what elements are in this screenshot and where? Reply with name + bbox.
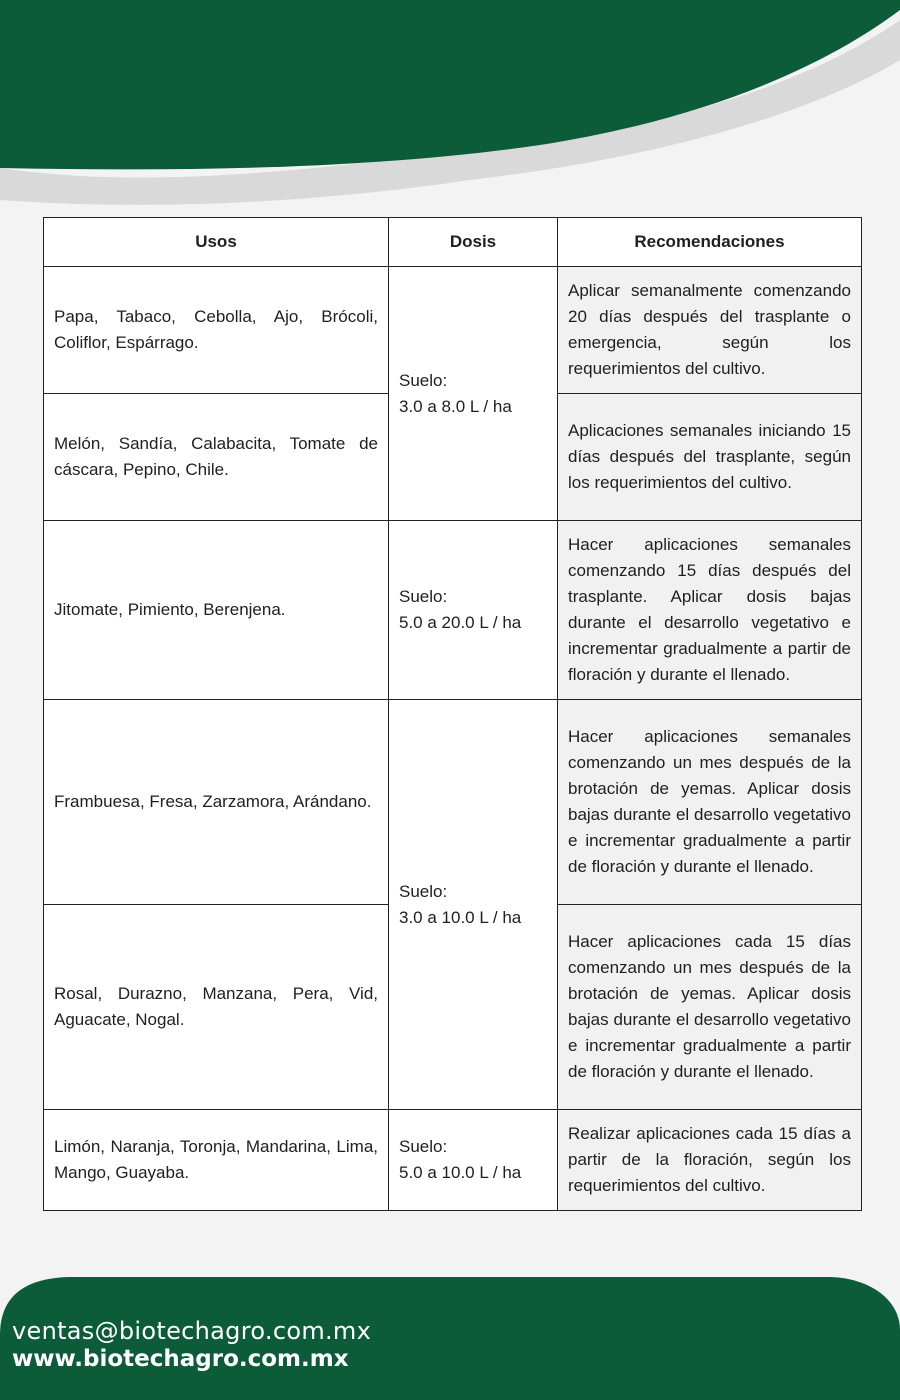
cell-dosis [389,1110,558,1211]
header-dosis: Dosis [389,218,558,267]
dosis-value: 5.0 a 10.0 L / ha [399,1163,522,1182]
cell-recomendaciones: Realizar aplicaciones cada 15 días a partir de la floración, según los requerimientos del cultivo. [558,1110,862,1211]
table-row [44,700,862,905]
cell-usos: Limón, Naranja, Toronja, Mandarina, Lima, Mango, Guayaba. [44,1110,389,1211]
cell-usos: Rosal, Durazno, Manzana, Pera, Vid, Aguacate, Nogal. [44,905,389,1110]
cell-usos: Papa, Tabaco, Cebolla, Ajo, Brócoli, Coliflor, Espárrago. [44,267,389,394]
dosis-value: 3.0 a 10.0 L / ha [399,907,522,927]
cell-dosis [389,521,558,700]
dosis-label: Suelo: [399,881,448,901]
website-link[interactable]: www.biotechagro.com.mx [12,1346,349,1372]
dosage-table-container [43,217,861,1211]
cell-recomendaciones: Aplicaciones semanales iniciando 15 días después del trasplante, según los requerimientos del cultivo. [558,394,862,521]
cell-recomendaciones: Hacer aplicaciones cada 15 días comenzando un mes después de la brotación de yemas. Aplicar dosis bajas durante el desarrollo vegetativo e incrementar gradualmente a partir de floración y durante el llenado. [558,905,862,1110]
contact-email[interactable]: ventas@biotechagro.com.mx [12,1317,372,1345]
dosis-value: 5.0 a 20.0 L / ha [399,613,522,632]
dosis-value: 3.0 a 8.0 L / ha [399,396,512,416]
dosage-table [43,217,862,1211]
cell-usos: Melón, Sandía, Calabacita, Tomate de cáscara, Pepino, Chile. [44,394,389,521]
dosis-label: Suelo: [399,1137,448,1156]
dosis-label: Suelo: [399,370,448,390]
table-row [44,267,862,394]
header-usos: Usos [44,218,389,267]
table-row [44,521,862,700]
header-recomendaciones: Recomendaciones [558,218,862,267]
cell-usos: Frambuesa, Fresa, Zarzamora, Arándano. [44,700,389,905]
dosis-label: Suelo: [399,587,448,606]
cell-recomendaciones: Hacer aplicaciones semanales comenzando 15 días después del trasplante. Aplicar dosis bajas durante el desarrollo vegetativo e incrementar gradualmente a partir de floración y durante el llenado. [558,521,862,700]
cell-recomendaciones: Hacer aplicaciones semanales comenzando un mes después de la brotación de yemas. Aplicar dosis bajas durante el desarrollo vegetativo e incrementar gradualmente a partir de floración y durante el llenado. [558,700,862,905]
cell-recomendaciones: Aplicar semanalmente comenzando 20 días después del trasplante o emergencia, según los requerimientos del cultivo. [558,267,862,394]
cell-dosis [389,267,558,521]
cell-dosis [389,700,558,1110]
table-row [44,1110,862,1211]
cell-usos: Jitomate, Pimiento, Berenjena. [44,521,389,700]
table-header-row [44,218,862,267]
